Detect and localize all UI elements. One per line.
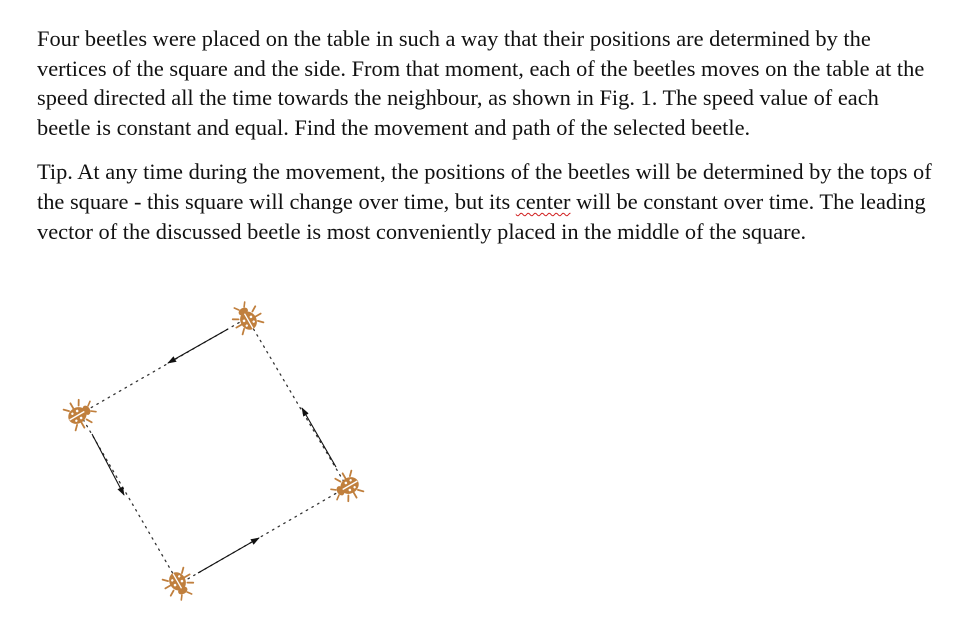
square-outline (80, 318, 347, 584)
square-side-top-right (247, 318, 347, 487)
spellcheck-flagged-word[interactable]: center (515, 188, 571, 214)
tip-text-start: Tip. At any time during the movement, the positions of the beetles will be determined by the tops of the square - this square will change over time, but its (37, 159, 932, 214)
velocity-arrow-left-beetle (92, 434, 124, 495)
tip-paragraph (37, 157, 937, 246)
square-side-bottom-left (80, 414, 179, 584)
square-side-bottom-right (179, 487, 347, 584)
beetle-icon (161, 566, 199, 604)
document-body (37, 24, 937, 246)
velocity-arrows (92, 329, 336, 573)
problem-text: Four beetles were placed on the table in such a way that their positions are determined by the vertices of the square and the side. From that moment, each of the beetles moves on the table at the speed directed all the time towards the neighbour, as shown in Fig. 1. The speed value of each beetle is constant and equal. Find the movement and path of the selected beetle. (37, 26, 925, 140)
beetle-icon (327, 469, 365, 507)
velocity-arrow-bottom-beetle (198, 538, 259, 573)
velocity-arrow-top-beetle (168, 329, 228, 363)
tip-text-end: will be constant over time. The leading vector of the discussed beetle is most conveniently placed in the middle of the square. (37, 188, 926, 244)
velocity-arrow-right-beetle (302, 408, 336, 467)
problem-paragraph (37, 24, 937, 142)
beetle-icon (227, 298, 265, 336)
square-side-top-left (80, 318, 247, 414)
beetle-icon (62, 394, 100, 432)
